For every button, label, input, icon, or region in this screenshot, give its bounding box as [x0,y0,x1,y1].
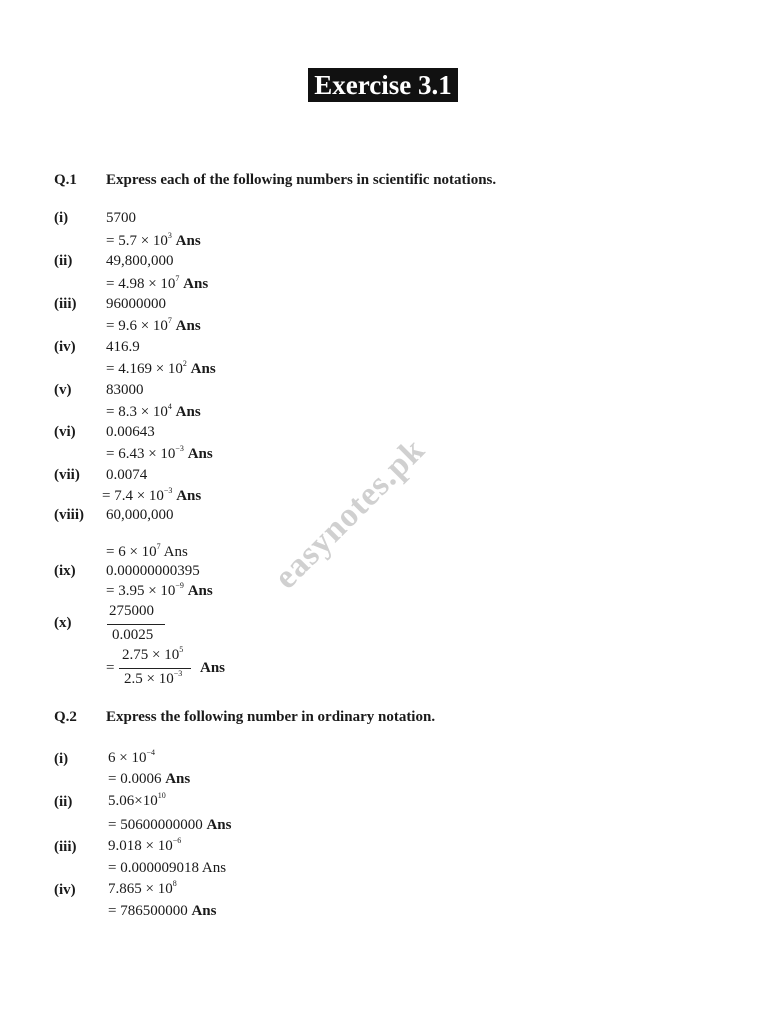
item-label: (viii) [54,507,84,523]
item-label: (iii) [54,296,77,312]
equals-sign: = [106,660,115,676]
fraction-denominator: 0.0025 [112,627,154,643]
item-label: (iv) [54,882,76,898]
item-answer: = $6 \times 10^7$ Ans [106,542,188,560]
item-value: 416.9 [106,339,140,355]
item-label: (x) [54,615,72,631]
item-value: 96000000 [106,296,166,312]
item-label: (v) [54,382,72,398]
item-answer: = $4.169 \times 10^2$ Ans [106,359,216,377]
fraction-bar [107,624,165,625]
item-answer: = $9.6 \times 10^7$ Ans [106,316,201,334]
item-label: (ix) [54,563,76,579]
item-value: 0.0074 [106,467,148,483]
fraction-denominator: $2.5 \times 10^{-3}$ [124,669,183,687]
item-value: 0.00643 [106,424,155,440]
item-answer: = 0.000009018 Ans [108,860,227,876]
item-value: $7.865 \times 10^8$ [108,879,177,897]
item-answer: = 50600000000 Ans [108,817,232,833]
item-value: 0.00000000395 [106,563,200,579]
q1-number: Q.1 [54,172,77,188]
item-value: $5.06\times 10^{10}$ [108,791,166,809]
item-label: (ii) [54,253,73,269]
q1-text: Express each of the following numbers in scientific notations. [106,172,497,188]
item-label: (iv) [54,339,76,355]
fraction-numerator: $2.75 \times 10^5$ [122,645,184,663]
item-label: (vii) [54,467,80,483]
item-label: (i) [54,751,69,767]
item-answer: = $7.4 \times 10^{-3}$ Ans [102,486,202,504]
item-answer: = $3.95 \times 10^{-9}$ Ans [106,581,213,599]
item-answer: = 786500000 Ans [108,903,217,919]
item-value: 5700 [106,210,136,226]
fraction-numerator: 275000 [109,603,154,619]
item-answer: = $8.3 \times 10^4$ Ans [106,402,201,420]
q2-text: Express the following number in ordinary notation. [106,709,436,725]
answer-word: Ans [200,660,226,676]
item-value: $9.018 \times 10^{-6}$ [108,836,182,854]
item-value: $6 \times 10^{-4}$ [108,748,155,766]
item-answer: = 0.0006 Ans [108,771,191,787]
page-title: Exercise 3.1 [308,68,458,102]
item-label: (vi) [54,424,76,440]
item-value: 49,800,000 [106,253,174,269]
watermark: easynotes.pk [267,431,433,597]
item-answer: = $5.7 \times 10^3$ Ans [106,231,201,249]
item-answer: = $4.98 \times 10^7$ Ans [106,274,209,292]
item-value: 83000 [106,382,144,398]
item-answer: = $6.43 \times 10^{-3}$ Ans [106,444,213,462]
q2-number: Q.2 [54,709,77,725]
item-value: 60,000,000 [106,507,174,523]
item-label: (iii) [54,839,77,855]
item-label: (ii) [54,794,73,810]
item-label: (i) [54,210,69,226]
